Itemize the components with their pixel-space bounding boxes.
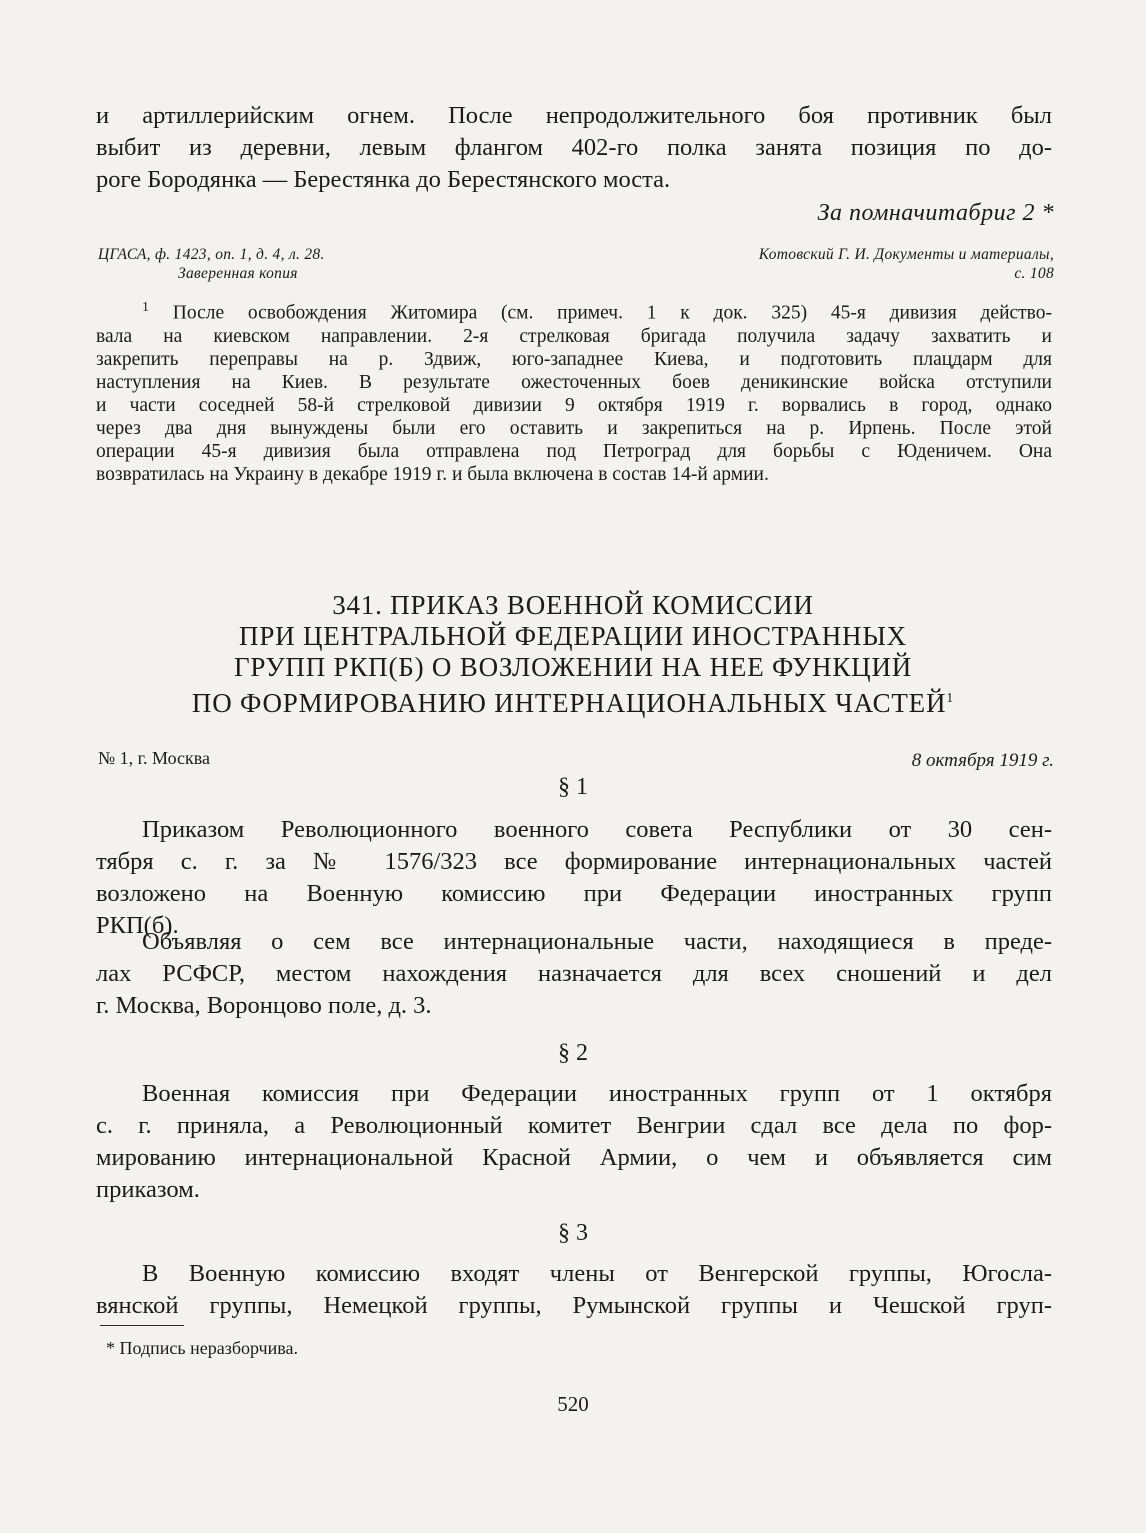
footnote-line: операции 45-я дивизия была отправлена под Петроград для борьбы с Юденичем. Она: [96, 440, 1052, 462]
document-title: [90, 590, 1056, 719]
title-line: 341. ПРИКАЗ ВОЕННОЙ КОМИССИИ: [332, 590, 814, 620]
footnote-divider: [100, 1325, 184, 1326]
footnote-mark: 1: [142, 300, 149, 315]
footnote-line: и части соседней 58-й стрелковой дивизии 9 октября 1919 г. ворвались в город, однако: [96, 394, 1052, 416]
paragraph-3: [96, 1078, 1052, 1206]
page-number: 520: [557, 1392, 589, 1416]
text-line: приказом.: [96, 1176, 200, 1203]
text-line: роге Бородянка — Берестянка до Берестянского моста.: [96, 166, 671, 193]
text-line: и артиллерийским огнем. После непродолжительного боя противник был: [96, 102, 1052, 129]
text-line: Приказом Революционного военного совета Республики от 30 сен-: [142, 816, 1052, 843]
text-line: возложено на Военную комиссию при Федерации иностранных групп: [96, 880, 1052, 907]
document-date: 8 октября 1919 г.: [911, 750, 1054, 771]
title-line: ГРУПП РКП(Б) О ВОЗЛОЖЕНИИ НА НЕЕ ФУНКЦИЙ: [233, 652, 913, 682]
text-line: мированию интернациональной Красной Армии, о чем и объявляется сим: [96, 1144, 1052, 1171]
text-line: РКП(б).: [96, 912, 179, 939]
text-line: тября с. г. за № 1576/323 все формирование интернациональных частей: [96, 848, 1052, 875]
text-line: г. Москва, Воронцово поле, д. 3.: [96, 992, 432, 1019]
footnote-line: возвратилась на Украину в декабре 1919 г. и была включена в состав 14-й армии.: [96, 463, 769, 485]
document-number-place: № 1, г. Москва: [98, 748, 211, 768]
text-line: с. г. приняла, а Революционный комитет Венгрии сдал все дела по фор-: [96, 1112, 1052, 1139]
text-line: Военная комиссия при Федерации иностранных групп от 1 октября: [142, 1080, 1052, 1107]
publication-source-line: с. 108: [1014, 265, 1054, 282]
text-line: вянской группы, Немецкой группы, Румынской группы и Чешской груп-: [96, 1292, 1052, 1319]
archive-source: [98, 245, 325, 283]
title-line: ПРИ ЦЕНТРАЛЬНОЙ ФЕДЕРАЦИИ ИНОСТРАННЫХ: [239, 621, 907, 651]
footnote-line: через два дня вынуждены были его оставить и закрепиться на р. Ирпень. После этой: [96, 417, 1052, 439]
footnote-1: [96, 296, 1052, 486]
footnote-line: наступления на Киев. В результате ожесточенных боев деникинские войска отступили: [96, 371, 1052, 393]
top-paragraph: [96, 100, 1052, 196]
paragraph-1: [96, 814, 1052, 942]
publication-source: [634, 245, 1054, 283]
section-heading: § 2: [558, 1040, 588, 1066]
signature: За помначитабриг 2 *: [817, 200, 1054, 226]
text-line: лах РСФСР, местом нахождения назначается для всех сношений и дел: [96, 960, 1052, 987]
section-heading: § 1: [558, 774, 588, 800]
section-heading: § 3: [558, 1220, 588, 1246]
footnote-line: вала на киевском направлении. 2-я стрелковая бригада получила задачу захватить и: [96, 325, 1052, 347]
paragraph-2: [96, 926, 1052, 1022]
paragraph-4: [96, 1258, 1052, 1322]
title-line: ПО ФОРМИРОВАНИЮ ИНТЕРНАЦИОНАЛЬНЫХ ЧАСТЕЙ$^1$: [191, 688, 955, 718]
footnote-line: $^1$ После освобождения Житомира (см. примеч. 1 к док. 325) 45-я дивизия действо-: [142, 300, 1052, 324]
text-line: В Военную комиссию входят члены от Венгерской группы, Югосла-: [142, 1260, 1052, 1287]
footnote-line: закрепить переправы на р. Здвиж, юго-западнее Киева, и подготовить плацдарм для: [96, 348, 1052, 370]
footnote-star: * Подпись неразборчива.: [106, 1338, 298, 1358]
title-footnote-mark: 1: [946, 691, 955, 706]
text-line: Объявляя о сем все интернациональные части, находящиеся в преде-: [142, 928, 1052, 955]
text-line: выбит из деревни, левым флангом 402-го полка занята позиция по до-: [96, 134, 1052, 161]
archive-source-line: ЦГАСА, ф. 1423, оп. 1, д. 4, л. 28.: [98, 246, 325, 263]
publication-source-line: Котовский Г. И. Документы и материалы,: [758, 246, 1054, 263]
archive-source-line: Заверенная копия: [178, 265, 298, 282]
